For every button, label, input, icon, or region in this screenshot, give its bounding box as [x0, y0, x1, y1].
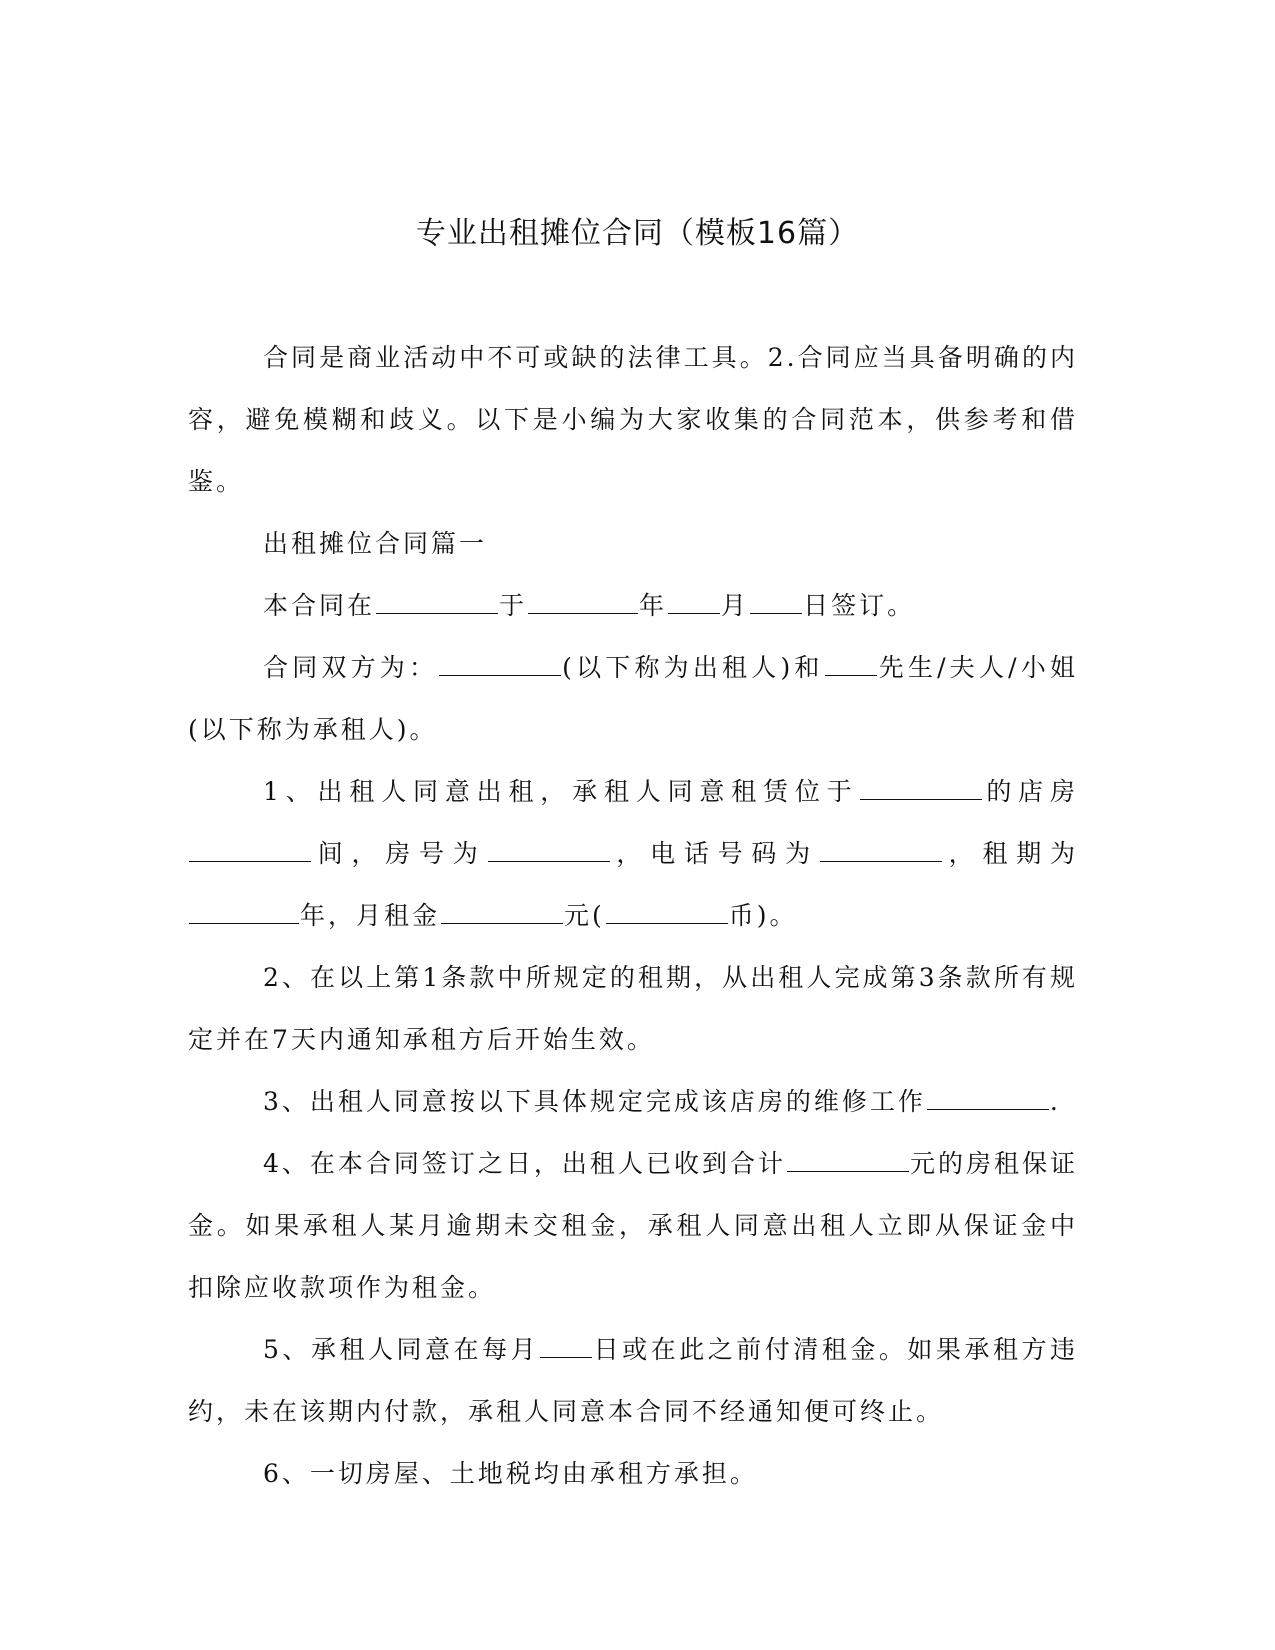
clause-1-text: 1、出租人同意出租，承租人同意租赁位于 — [263, 777, 859, 806]
deposit-blank — [787, 1149, 909, 1172]
document-title: 专业出租摊位合同（模板16篇） — [415, 216, 860, 251]
sign-line-text: 于 — [499, 591, 528, 620]
clause-6-paragraph: 6、一切房屋、土地税均由承租方承担。 — [263, 1459, 758, 1488]
sign-line-paragraph — [188, 575, 1078, 637]
clause-3-text: 3、出租人同意按以下具体规定完成该店房的维修工作 — [263, 1087, 926, 1116]
room-number-blank — [488, 839, 610, 862]
clause-4-text: 4、在本合同签订之日，出租人已收到合计 — [263, 1149, 786, 1178]
sign-line-text: 月 — [721, 591, 750, 620]
repair-blank — [927, 1087, 1049, 1110]
clause-1-text: 的店房 — [982, 777, 1078, 806]
parties-text: 先生/夫人/小姐(以下称为承租人)。 — [188, 653, 1078, 744]
year-blank — [528, 591, 638, 614]
document-body — [188, 327, 1078, 1505]
clause-1-text: ，电话号码为 — [610, 839, 819, 868]
clause-5-paragraph — [188, 1319, 1078, 1443]
clause-3-text: . — [1049, 1087, 1061, 1116]
clause-4-paragraph — [188, 1133, 1078, 1319]
clause-2-paragraph: 2、在以上第1条款中所规定的租期，从出租人完成第3条款所有规定并在7天内通知承租方后开始生效。 — [188, 963, 1078, 1054]
clause-5-text: 日或在此之前付清租金。如果承租方违约，未在该期内付款，承租人同意本合同不经通知便可终止。 — [188, 1335, 1078, 1426]
clause-3-paragraph — [188, 1071, 1078, 1133]
clause-1-text: ，租期为 — [942, 839, 1078, 868]
sign-line-text: 日签订。 — [803, 591, 916, 620]
sign-line-text: 年 — [639, 591, 668, 620]
clause-1-text: 年，月租金 — [300, 901, 441, 930]
clause-4-text: 元的房租保证金。如果承租人某月逾期未交租金，承租人同意出租人立即从保证金中扣除应收款项作为租金。 — [188, 1149, 1078, 1302]
parties-text: (以下称为出租人)和 — [562, 653, 824, 682]
day-blank — [750, 591, 802, 614]
parties-paragraph — [188, 637, 1078, 761]
payment-day-blank — [540, 1335, 592, 1358]
rent-blank — [441, 901, 563, 924]
clause-1-text: 币)。 — [728, 901, 798, 930]
sign-line-text: 本合同在 — [263, 591, 376, 620]
location-blank — [860, 777, 982, 800]
month-blank — [668, 591, 720, 614]
phone-blank — [820, 839, 942, 862]
lessee-blank — [825, 653, 877, 676]
lessor-blank — [439, 653, 561, 676]
place-blank — [376, 591, 498, 614]
parties-text: 合同双方为： — [263, 653, 439, 682]
clause-5-text: 5、承租人同意在每月 — [263, 1335, 540, 1364]
currency-blank — [606, 901, 728, 924]
clause-1-text: 元( — [564, 901, 605, 930]
section-heading: 出租摊位合同篇一 — [263, 529, 488, 558]
intro-paragraph: 合同是商业活动中不可或缺的法律工具。2.合同应当具备明确的内容，避免模糊和歧义。以下是小编为大家收集的合同范本，供参考和借鉴。 — [188, 343, 1078, 496]
term-blank — [189, 901, 299, 924]
room-count-blank — [189, 839, 311, 862]
clause-1-text: 间，房号为 — [312, 839, 487, 868]
clause-1-paragraph — [188, 761, 1078, 947]
